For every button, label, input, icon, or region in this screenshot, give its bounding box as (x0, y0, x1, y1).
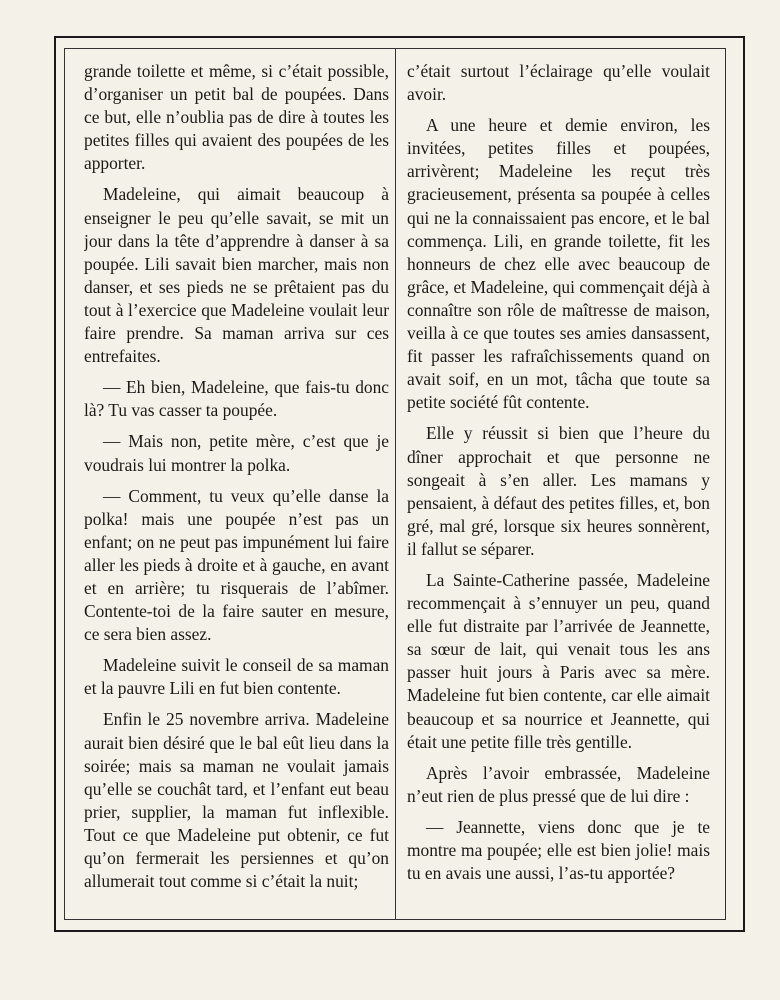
left-column (84, 60, 389, 910)
paragraph: — Comment, tu veux qu’elle danse la polka! mais une poupée n’est pas un enfant; on ne peut pas impunément lui faire aller les pieds à droite et à gauche, en avant et en arrière; tu risquerais de l’abîmer. Contente-toi de la faire sauter en mesure, ce sera bien assez. (84, 485, 389, 645)
paragraph: Après l’avoir embrassée, Madeleine n’eut rien de plus pressé que de lui dire : (407, 762, 710, 806)
paragraph: Elle y réussit si bien que l’heure du dîner approchait et que personne ne songeait à s’en aller. Les mamans y pensaient, à défaut des petites filles, et, bon gré, mal gré, lorsque six heures sonnèrent, il fallut se séparer. (407, 423, 710, 559)
paragraph: grande toilette et même, si c’était possible, d’organiser un petit bal de poupées. Dans ce but, elle n’oublia pas de dire à toutes les petites filles qui avaient des poupées de les apporter. (84, 61, 389, 174)
paragraph: Madeleine suivit le conseil de sa maman et la pauvre Lili en fut bien contente. (84, 655, 389, 699)
paragraph: — Mais non, petite mère, c’est que je voudrais lui montrer la polka. (84, 431, 389, 475)
paragraph: c’était surtout l’éclairage qu’elle voulait avoir. (407, 61, 710, 105)
column-divider (395, 48, 396, 920)
paragraph: A une heure et demie environ, les invitées, petites filles et poupées, arrivèrent; Madeleine les reçut très gracieusement, présenta sa poupée à celles qui ne la connaissaient pas encore, et le bal commença. Lili, en grande toilette, fit les honneurs de chez elle avec beaucoup de grâce, et Madeleine, qui commençait déjà à connaître son rôle de maîtresse de maison, veilla à ce que toutes ses amies dansassent, fit passer les rafraîchissements quand on avait soif, en un mot, tâcha que toute sa petite société fût contente. (407, 115, 710, 413)
paragraph: Madeleine, qui aimait beaucoup à enseigner le peu qu’elle savait, se mit un jour dans la tête d’apprendre à danser à sa poupée. Lili savait bien marcher, mais non danser, et ses pieds ne se prêtaient pas du tout à l’exercice que Madeleine voulait leur faire prendre. Sa maman arriva sur ces entrefaites. (84, 184, 389, 367)
paragraph: La Sainte-Catherine passée, Madeleine recommençait à s’ennuyer un peu, quand elle fut distraite par l’arrivée de Jeannette, sa sœur de lait, qui venait tous les ans passer huit jours à Paris avec sa mère. Madeleine fut bien contente, car elle aimait beaucoup et sa nourrice et Jeannette, qui était une petite fille très gentille. (407, 569, 710, 752)
paragraph: — Jeannette, viens donc que je te montre ma poupée; elle est bien jolie! mais tu en avais une aussi, l’as-tu apportée? (407, 816, 710, 884)
paragraph: Enfin le 25 novembre arriva. Madeleine aurait bien désiré que le bal eût lieu dans la soirée; mais sa maman ne voulait jamais qu’elle se couchât tard, et l’enfant eut beau prier, supplier, la maman fut inflexible. Tout ce que Madeleine put obtenir, ce fut qu’on fermerait les persiennes et qu’on allumerait tout comme si c’était la nuit; (84, 709, 389, 892)
right-column (407, 60, 710, 910)
paragraph: — Eh bien, Madeleine, que fais-tu donc là? Tu vas casser ta poupée. (84, 377, 389, 421)
